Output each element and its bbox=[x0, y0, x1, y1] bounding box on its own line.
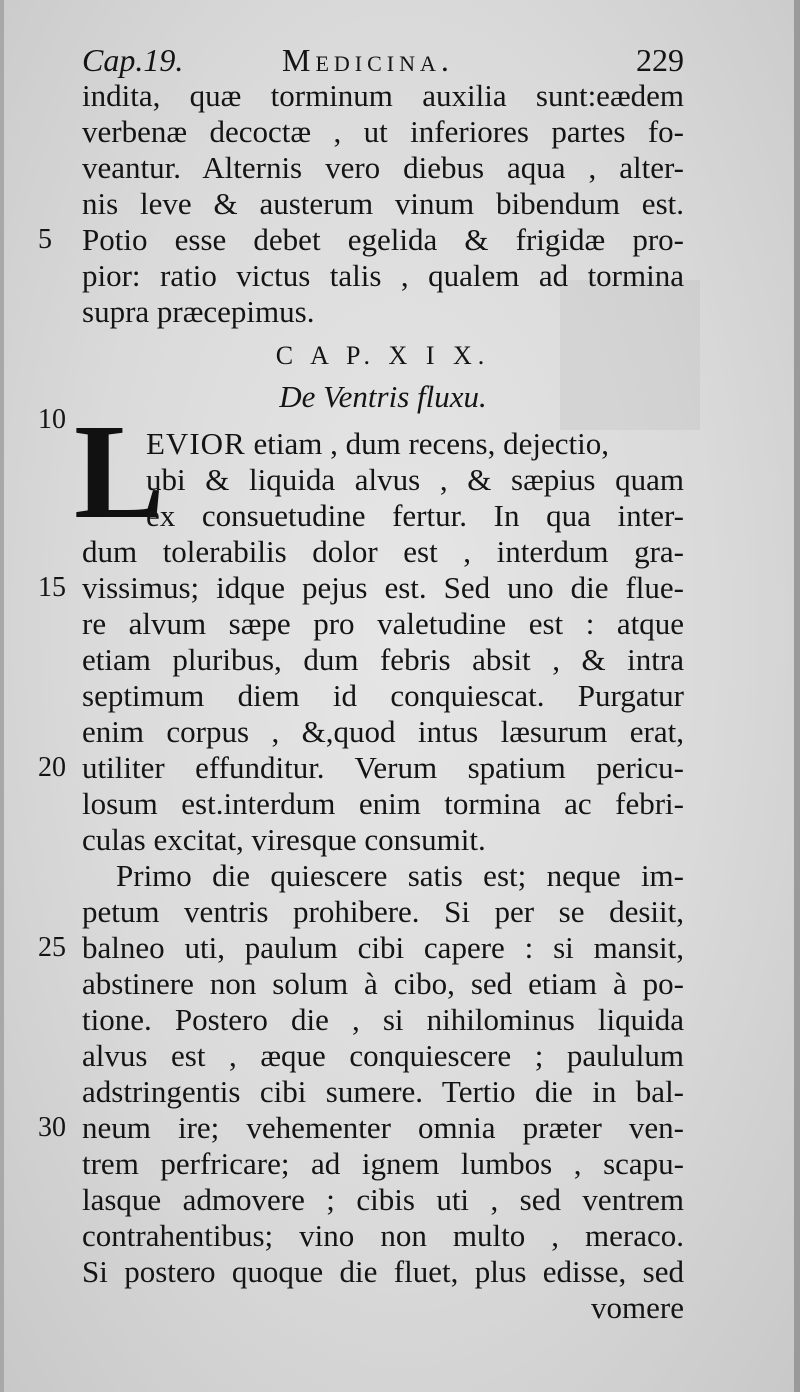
page-edge-left bbox=[0, 0, 4, 1392]
catchword: vomere bbox=[591, 1290, 684, 1325]
text-line: vissimus; idque pejus est. Sed uno die flue- bbox=[82, 570, 684, 605]
text-line bbox=[146, 426, 684, 462]
text-line: nis leve & austerum vinum bibendum est. bbox=[82, 186, 684, 221]
drop-cap: L bbox=[74, 397, 165, 547]
line-number: 20 bbox=[38, 752, 66, 783]
text-line: veantur. Alternis vero diebus aqua , alter- bbox=[82, 150, 684, 185]
text-line: Si postero quoque die fluet, plus edisse, sed bbox=[82, 1254, 684, 1289]
line-number: 10 bbox=[38, 404, 66, 435]
text-line: balneo uti, paulum cibi capere : si mansit, bbox=[82, 930, 684, 965]
text-line: adstringentis cibi sumere. Tertio die in bal- bbox=[82, 1074, 684, 1109]
chapter-heading: C A P. X I X. bbox=[275, 341, 491, 370]
text-line: alvus est , æque conquiescere ; paululum bbox=[82, 1038, 684, 1073]
page-number: 229 bbox=[636, 42, 684, 78]
first-word-caps: EVIOR bbox=[146, 426, 246, 461]
text-line: septimum diem id conquiescat. Purgatur bbox=[82, 678, 684, 713]
line-number: 30 bbox=[38, 1112, 66, 1143]
text-line-rest: etiam , dum recens, dejectio, bbox=[253, 426, 609, 461]
header-chapter: Cap.19. bbox=[82, 42, 184, 78]
text-line: ubi & liquida alvus , & sæpius quam bbox=[146, 462, 684, 497]
text-line: culas excitat, viresque consumit. bbox=[82, 822, 486, 857]
text-line: contrahentibus; vino non multo , meraco. bbox=[82, 1218, 684, 1253]
text-line: utiliter effunditur. Verum spatium pericu- bbox=[82, 750, 684, 785]
text-line: verbenæ decoctæ , ut inferiores partes fo- bbox=[82, 114, 684, 149]
chapter-subtitle: De Ventris fluxu. bbox=[279, 379, 487, 414]
text-line: tione. Postero die , si nihilominus liquida bbox=[82, 1002, 684, 1037]
text-line: supra præcepimus. bbox=[82, 294, 315, 329]
text-line: lasque admovere ; cibis uti , sed ventrem bbox=[82, 1182, 684, 1217]
text-line: etiam pluribus, dum febris absit , & intra bbox=[82, 642, 684, 677]
text-line: enim corpus , &,quod intus læsurum erat, bbox=[82, 714, 684, 749]
text-line: trem perfricare; ad ignem lumbos , scapu- bbox=[82, 1146, 684, 1181]
line-number: 25 bbox=[38, 932, 66, 963]
paragraph-start-line: Primo die quiescere satis est; neque im- bbox=[116, 858, 684, 893]
text-line: abstinere non solum à cibo, sed etiam à po- bbox=[82, 966, 684, 1001]
text-line: losum est.interdum enim tormina ac febri- bbox=[82, 786, 684, 821]
text-line: dum tolerabilis dolor est , interdum gra- bbox=[82, 534, 684, 569]
text-line: re alvum sæpe pro valetudine est : atque bbox=[82, 606, 684, 641]
text-line: petum ventris prohibere. Si per se desiit, bbox=[82, 894, 684, 929]
line-number: 15 bbox=[38, 572, 66, 603]
line-number: 5 bbox=[38, 224, 52, 255]
text-line: Potio esse debet egelida & frigidæ pro- bbox=[82, 222, 684, 257]
text-line: neum ire; vehementer omnia præter ven- bbox=[82, 1110, 684, 1145]
text-line: indita, quæ torminum auxilia sunt:eædem bbox=[82, 78, 684, 113]
header-title: Medicina. bbox=[282, 42, 454, 78]
running-header bbox=[82, 38, 684, 82]
page-edge-right bbox=[794, 0, 800, 1392]
text-line: pior: ratio victus talis , qualem ad tormina bbox=[82, 258, 684, 293]
text-line: ex consuetudine fertur. In qua inter- bbox=[146, 498, 684, 533]
